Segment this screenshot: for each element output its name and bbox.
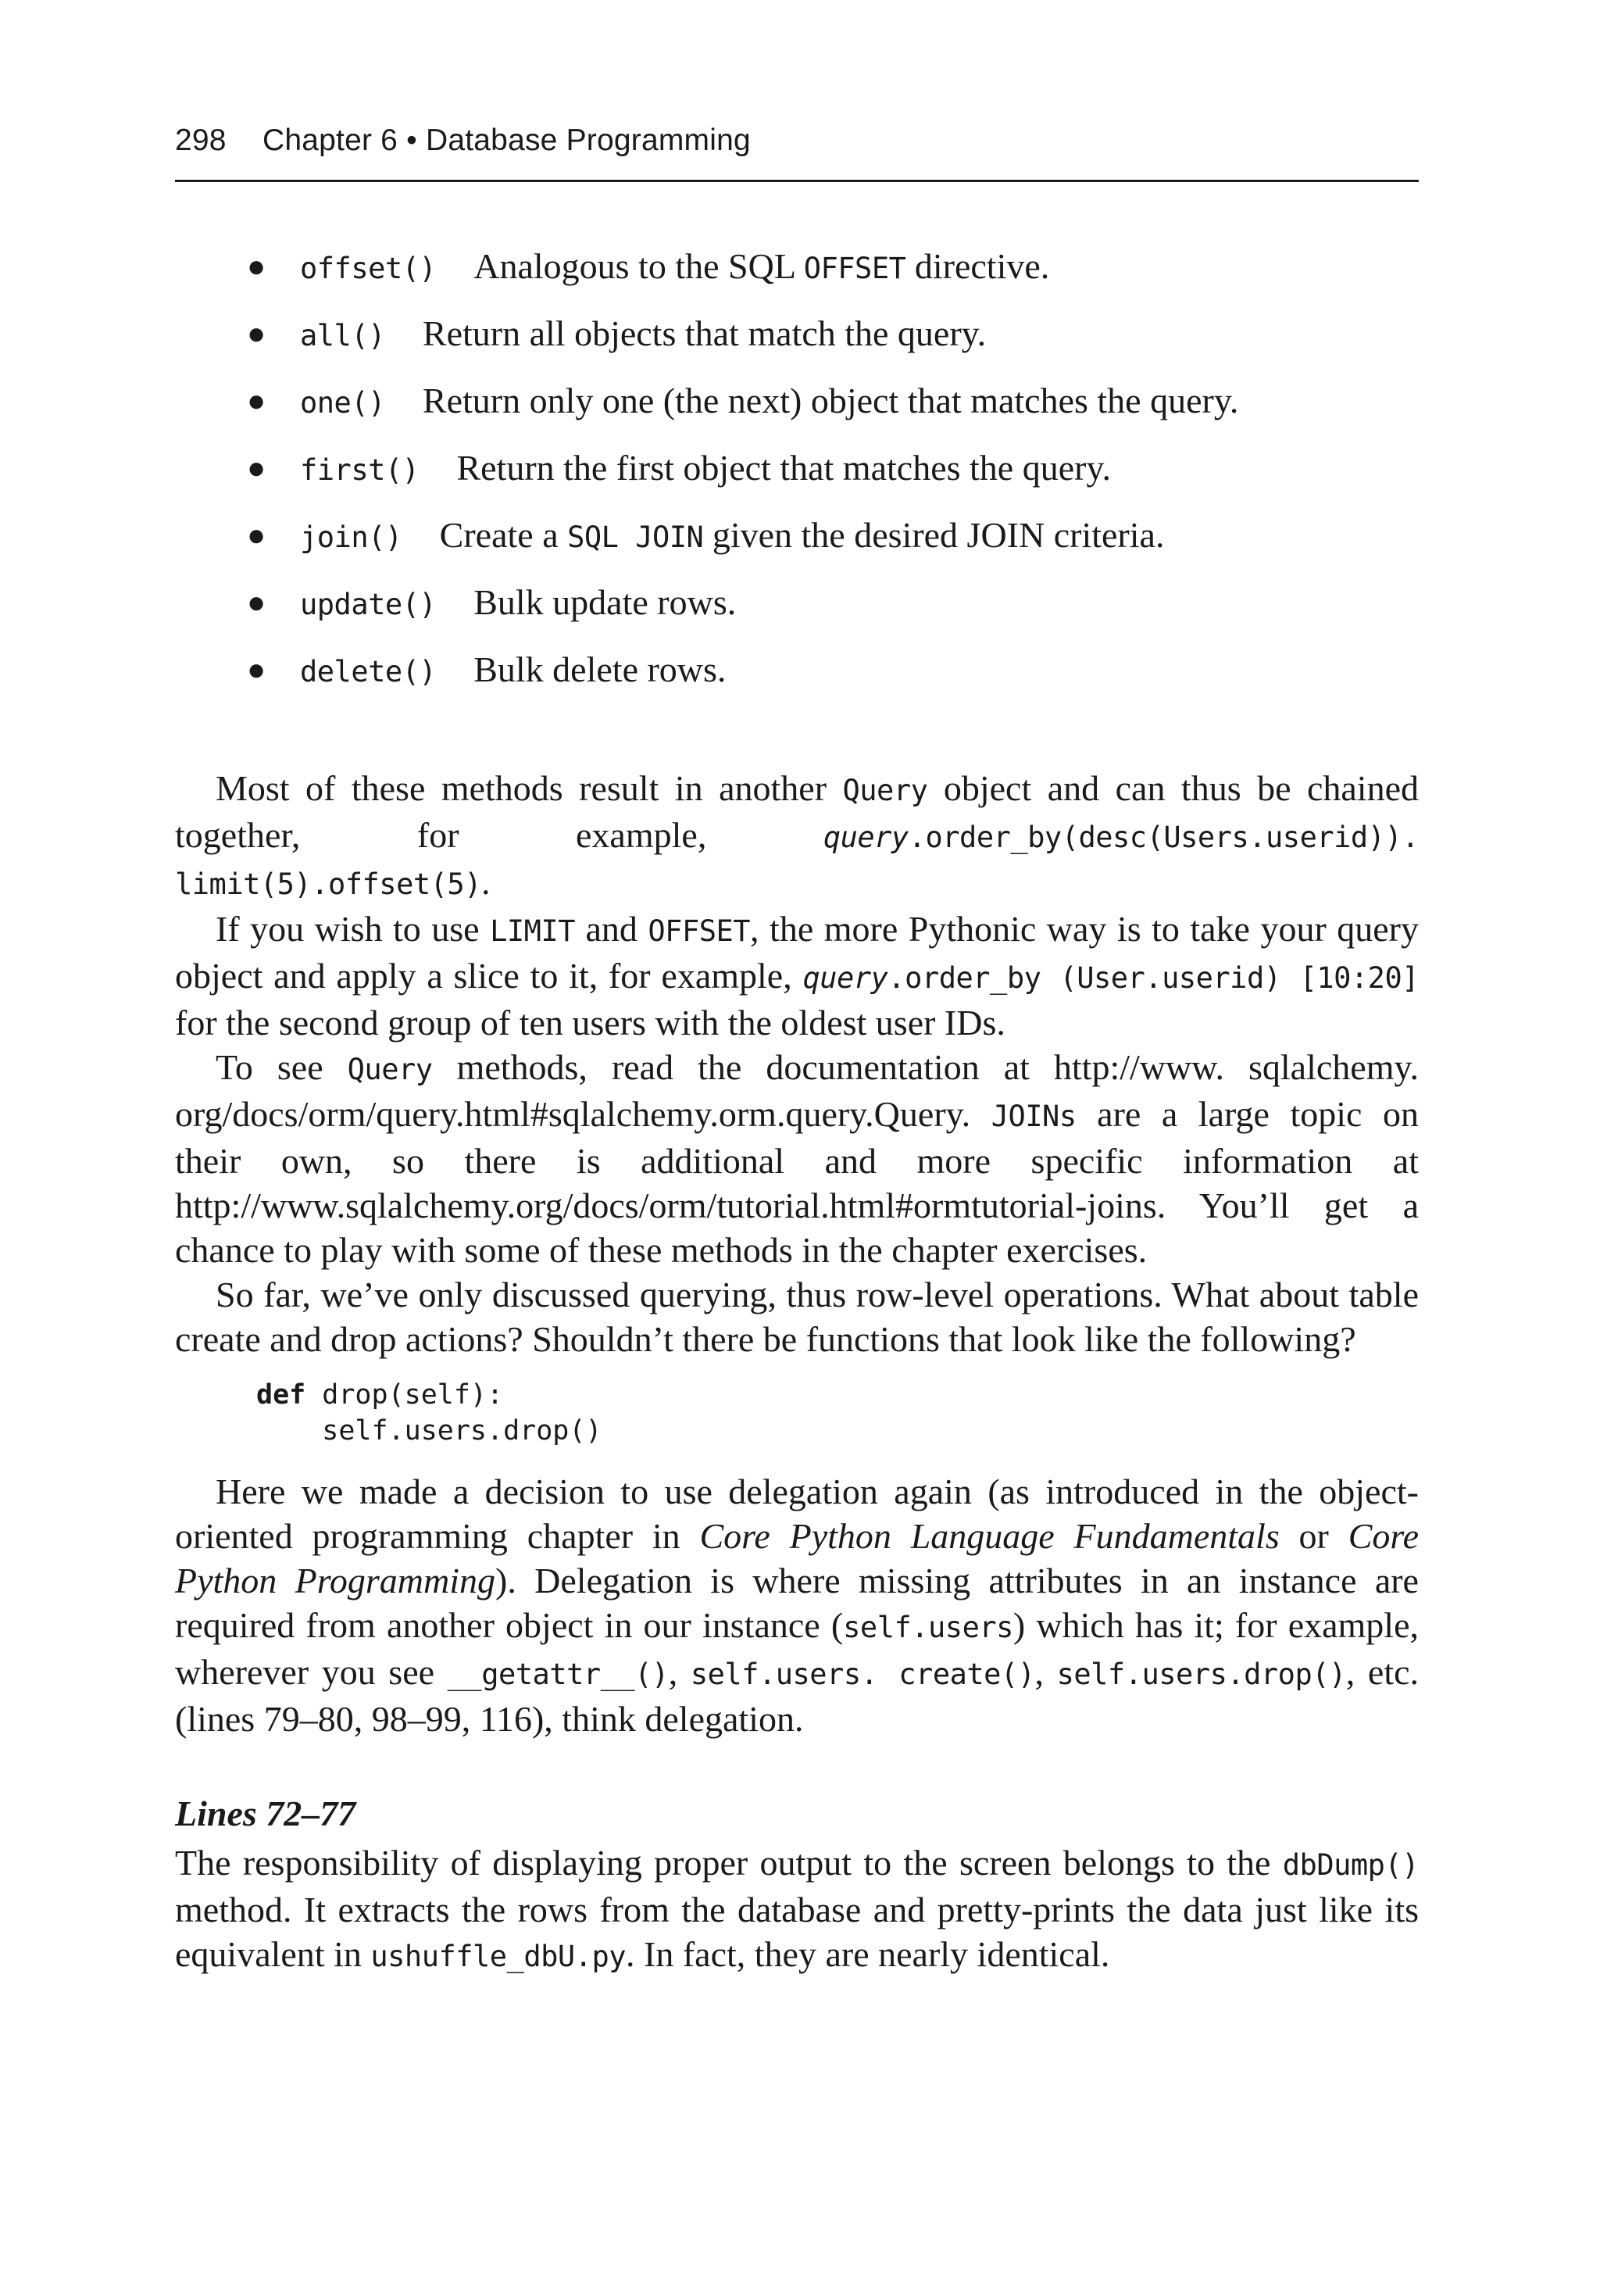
page-number: 298 <box>175 123 227 157</box>
list-item: ● update() Bulk update rows. <box>175 580 1419 627</box>
list-item: ● delete() Bulk delete rows. <box>175 647 1419 694</box>
list-item: ● one() Return only one (the next) object that matches the query. <box>175 378 1331 425</box>
code-keyword: def <box>256 1379 306 1411</box>
body-text <box>175 766 1419 1979</box>
paragraph-documentation: To see Query methods, read the documentation at http://www. sqlalchemy. org/docs/orm/query.html#sqlalchemy.orm.query.Query. JOINs are a large topic on their own, so there is additional and more specific information at http://www.sqlalchemy.org/docs/orm/tutorial.html#ormtutorial-joins. You’ll get a chance to play with some of these methods in the chapter exercises. <box>175 1047 1420 1270</box>
method-name: all() <box>300 319 385 352</box>
method-name: offset() <box>300 252 437 285</box>
bullet-icon: ● <box>247 316 266 351</box>
method-name: first() <box>300 453 420 487</box>
list-item: ● join() Create a SQL JOIN given the desired JOIN criteria. <box>175 513 1419 560</box>
list-item: ● all() Return all objects that match the query. <box>175 311 1419 358</box>
method-name: join() <box>300 520 402 554</box>
bullet-icon: ● <box>247 450 266 485</box>
paragraph-slicing: If you wish to use LIMIT and OFFSET, the more Pythonic way is to take your query object and apply a slice to it, for example, query.order_by (User.userid) [10:20] for the second group of ten users with the oldest user IDs. <box>175 909 1419 1042</box>
code-listing: def drop(self): self.users.drop() <box>256 1379 602 1447</box>
bullet-icon: ● <box>247 517 266 553</box>
bullet-icon: ● <box>247 585 266 620</box>
paragraph-dbdump: The responsibility of displaying proper output to the screen belongs to the dbDump() method. It extracts the rows from the database and pretty-prints the data just like its equivalent in ushuffle_dbU.py. In fact, they are nearly identical. <box>175 1843 1419 1974</box>
section-subheading: Lines 72–77 <box>175 1794 356 1833</box>
running-header <box>175 122 1419 182</box>
list-item: ● first() Return the first object that matches the query. <box>175 445 1419 492</box>
query-methods-list <box>175 244 1419 714</box>
bullet-icon: ● <box>247 652 266 687</box>
method-name: update() <box>300 588 437 621</box>
method-name: one() <box>300 386 385 420</box>
chapter-title: Chapter 6 • Database Programming <box>262 123 751 157</box>
list-item: ● offset() Analogous to the SQL OFFSET directive. <box>175 244 1419 291</box>
paragraph-delegation: Here we made a decision to use delegation again (as introduced in the object-oriented programming chapter in Core Python Language Fundamentals or Core Python Programming). Delegation is where missing attributes in an instance are required from another object in our instance (self.users) which has it; for example, wherever you see __getattr__(), self.users. create(), self.users.drop(), etc. (lines 79–80, 98–99, 116), think delegation. <box>175 1472 1420 1739</box>
bullet-icon: ● <box>247 249 266 284</box>
paragraph-table-actions: So far, we’ve only discussed querying, thus row-level operations. What about table create and drop actions? Shouldn’t there be functions that look like the following? <box>175 1275 1419 1359</box>
paragraph-query-chaining: Most of these methods result in another Query object and can thus be chained together, for example, query.order_by(desc(Users.userid)). limit(5).offset(5). <box>175 768 1419 902</box>
method-name: delete() <box>300 655 437 688</box>
bullet-icon: ● <box>247 383 266 418</box>
